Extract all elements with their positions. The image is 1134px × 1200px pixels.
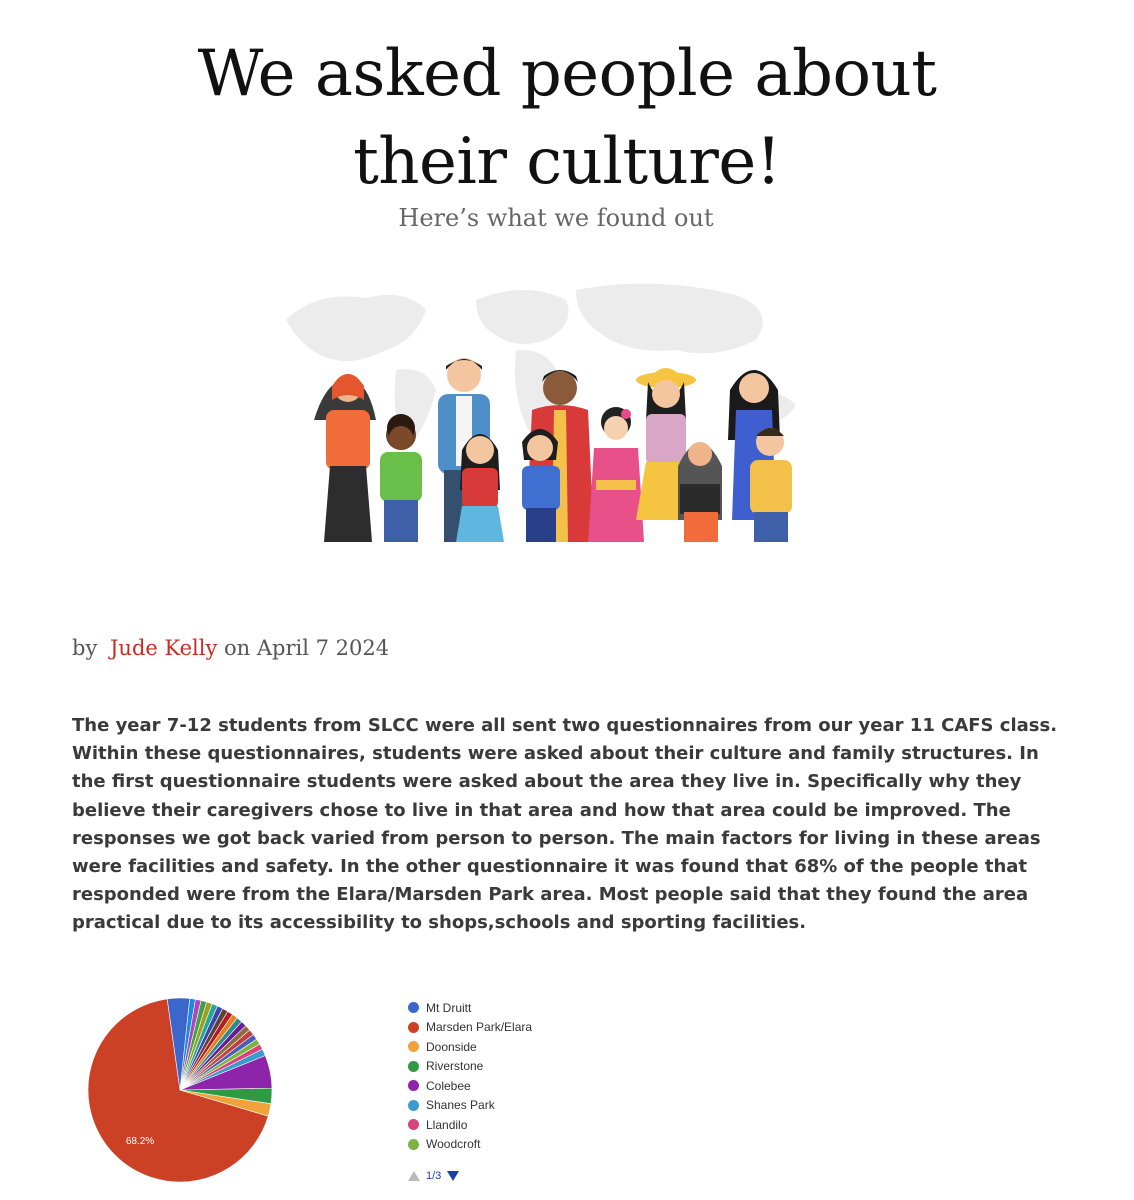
pager-down-arrow-icon[interactable] [447, 1171, 459, 1181]
pie-chart [80, 990, 280, 1190]
legend-dot-icon [408, 1100, 419, 1111]
legend-item [408, 1096, 532, 1116]
legend-item [408, 1037, 532, 1057]
legend-dot-icon [408, 1002, 419, 1013]
article-body: The year 7-12 students from SLCC were all sent two questionnaires from our year 11 CAFS class. Within these questionnaires, students were asked about their culture and family structures. In the first questionnaire students were asked about the area they live in. Specifically why they believe their caregivers chose to live in that area and how that area could be improved. The responses we got back varied from person to person. The main factors for living in these areas were facilities and safety. In the other questionnaire it was found that 68% of the people that responded were from the Elara/Marsden Park area. Most people said that they found the area practical due to its accessibility to shops,schools and sporting facilities. [72, 715, 1058, 934]
legend-dot-icon [408, 1080, 419, 1091]
chart-legend [408, 998, 532, 1154]
person-9 [678, 442, 722, 542]
article-subtitle: Here’s what we found out [398, 204, 714, 232]
title-line-1: We asked people about [197, 37, 937, 111]
person-2 [380, 414, 422, 542]
legend-label: Riverstone [426, 1059, 484, 1074]
legend-item [408, 1076, 532, 1096]
legend-label: Shanes Park [426, 1098, 495, 1113]
person-4 [456, 434, 504, 542]
legend-label: Colebee [426, 1078, 471, 1093]
legend-dot-icon [408, 1119, 419, 1130]
pie-slice-label: 68.2% [125, 1136, 155, 1147]
title-line-2: their culture! [353, 125, 781, 199]
person-6 [522, 429, 560, 542]
legend-label: Marsden Park/Elara [426, 1020, 533, 1035]
byline [72, 636, 389, 660]
pager-up-arrow-icon[interactable] [408, 1171, 420, 1181]
legend-item [408, 998, 532, 1018]
legend-item [408, 1135, 532, 1155]
legend-item [408, 1057, 532, 1077]
legend-item [408, 1115, 532, 1135]
legend-dot-icon [408, 1022, 419, 1033]
legend-dot-icon [408, 1041, 419, 1052]
article-title [0, 30, 1134, 206]
legend-label: Doonside [426, 1039, 477, 1054]
author-link[interactable]: Jude Kelly [110, 636, 218, 660]
hero-illustration-diverse-people [276, 270, 840, 546]
publish-date: on April 7 2024 [224, 636, 390, 660]
byline-prefix: by [72, 636, 98, 660]
legend-item [408, 1018, 532, 1038]
legend-label: Mt Druitt [426, 1000, 472, 1015]
legend-dot-icon [408, 1061, 419, 1072]
legend-dot-icon [408, 1139, 419, 1150]
pager-text: 1/3 [426, 1170, 442, 1182]
person-1 [314, 374, 376, 542]
person-7 [588, 407, 644, 542]
legend-label: Woodcroft [426, 1137, 481, 1152]
legend-label: Llandilo [426, 1117, 468, 1132]
legend-pager [408, 1170, 459, 1182]
